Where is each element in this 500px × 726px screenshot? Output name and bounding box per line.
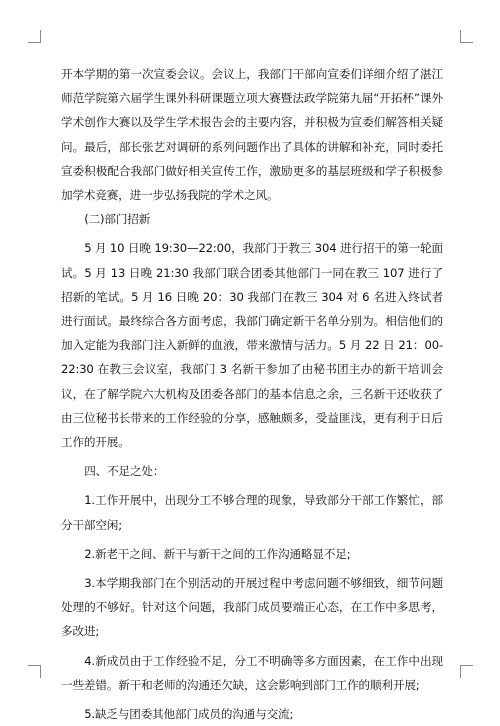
document-body bbox=[61, 62, 443, 726]
section-heading-shortcomings: 四、不足之处： bbox=[84, 464, 165, 479]
crop-mark-bottom-left bbox=[28, 665, 41, 678]
shortcoming-item-1: 1.工作开展中，出现分工不够合理的现象，导致部分干部工作繁忙，部分干部空闲; bbox=[61, 493, 443, 532]
paragraph-meeting-continuation: 开本学期的第一次宣委会议。会议上，我部门干部向宣委们详细介绍了湛江师范学院第六届学生课外科研课题立项大赛暨法政学院第九届“开拓杯”课外学术创作大赛以及学生学术报告会的主要内容，并积极为宣委们解答相关疑问。最后，部长张艺对调研的系列问题作出了具体的讲解和补充，同时委托宣委积极配合我部门做好相关宣传工作，激励更多的基层班级和学子积极参加学术竞赛，进一步弘扬我院的学术之风。 bbox=[61, 67, 443, 203]
shortcoming-item-4: 4.新成员由于工作经验不足，分工不明确等多方面因素，在工作中出现一些差错。新干和老师的沟通还欠缺，这会影响到部门工作的顺利开展; bbox=[61, 653, 443, 692]
section-heading-recruitment: (二)部门招新 bbox=[84, 212, 151, 227]
crop-mark-top-right bbox=[460, 30, 473, 43]
crop-mark-top-left bbox=[28, 30, 41, 43]
shortcoming-item-2: 2.新老干之间、新干与新干之间的工作沟通略显不足; bbox=[84, 546, 351, 561]
paragraph-recruitment: 5 月 10 日晚 19:30—22:00，我部门于教三 304 进行招干的第一轮面试。5 月 13 日晚 21:30 我部门联合团委其他部门一同在教三 107 进行了招新的笔试。5 月 16 日晚 20：30 我部门在教三 304 对 6 名进入终试者进行面试。最终综合各方面考虑，我部门确定新干名单分别为。相信他们的加入定能为我部门注入新鲜的血液，带来激情与活力。5 月 22 日 21：00-22:30 在教三会议室，我部门 3 名新干参加了由秘书团主办的新干培训会议，在了解学院六大机构及团委各部门的基本信息之余，三名新干还收获了由三位秘书长带来的工作经验的分享，感触颇多，受益匪浅，更有利于日后工作的开展。 bbox=[61, 241, 443, 450]
shortcoming-item-3: 3.本学期我部门在个别活动的开展过程中考虑问题不够细致，细节问题处理的不够好。针对这个问题，我部门成员要端正心态，在工作中多思考，多改进; bbox=[61, 576, 443, 639]
crop-mark-bottom-right bbox=[460, 665, 473, 678]
shortcoming-item-5: 5.缺乏与团委其他部门成员的沟通与交流; bbox=[84, 707, 294, 722]
